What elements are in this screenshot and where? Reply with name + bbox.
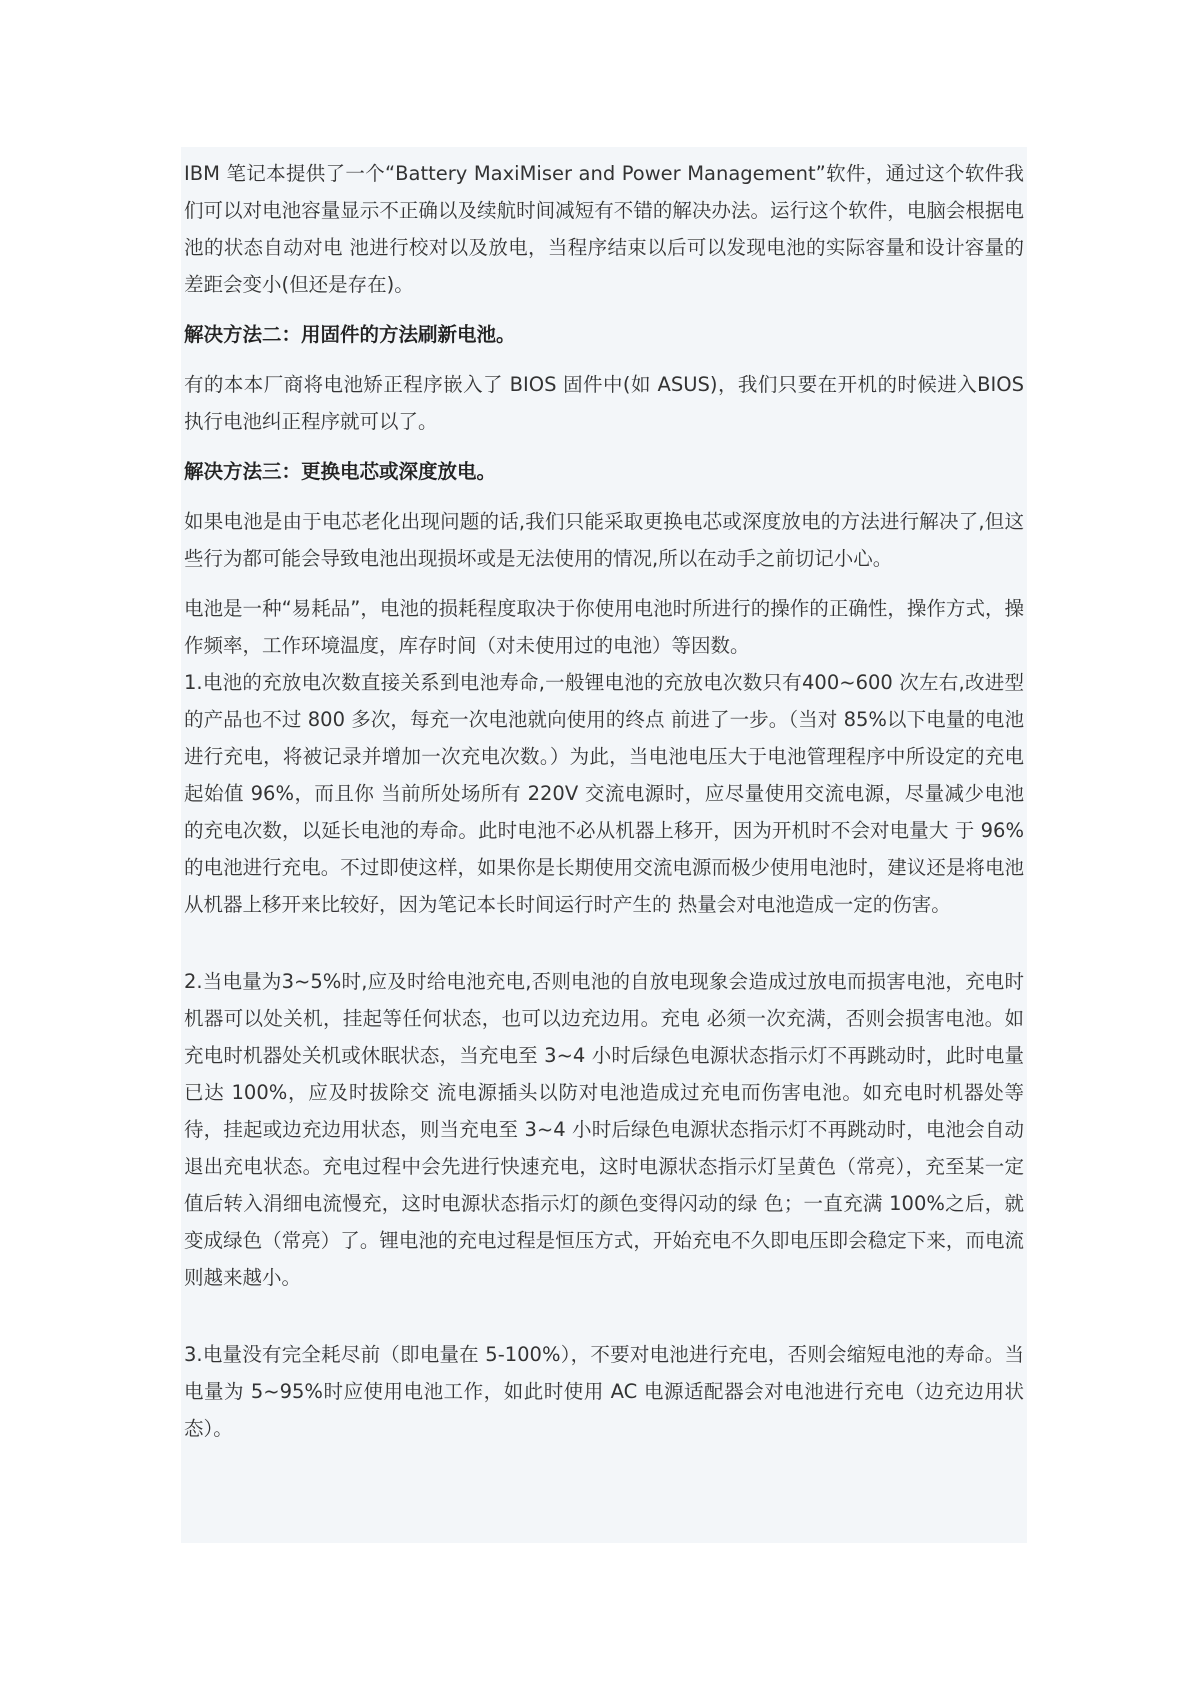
- paragraph-method-2: 有的本本厂商将电池矫正程序嵌入了 BIOS 固件中(如 ASUS)，我们只要在开机的时候进入BIOS 执行电池纠正程序就可以了。: [184, 373, 1024, 433]
- paragraph-point-2: 2.当电量为3~5%时,应及时给电池充电,否则电池的自放电现象会造成过放电而损害电池，充电时机器可以处关机，挂起等任何状态，也可以边充边用。充电 必须一次充满，否则会损害电池。如充电时机器处关机或休眠状态，当充电至 3~4 小时后绿色电源状态指示灯不再跳动时，此时电量已达 100%，应及时拔除交 流电源插头以防对电池造成过充电而伤害电池。如充电时机器处等待，挂起或边充边用状态，则当充电至 3~4 小时后绿色电源状态指示灯不再跳动时，电池会自动 退出充电状态。充电过程中会先进行快速充电，这时电源状态指示灯呈黄色（常亮），充至某一定值后转入涓细电流慢充，这时电源状态指示灯的颜色变得闪动的绿 色；一直充满 100%之后，就变成绿色（常亮）了。锂电池的充电过程是恒压方式，开始充电不久即电压即会稳定下来，而电流则越来越小。: [184, 970, 1024, 1289]
- heading-method-3: 解决方法三：更换电芯或深度放电。: [184, 460, 497, 483]
- paragraph-consumable-intro: 电池是一种“易耗品”，电池的损耗程度取决于你使用电池时所进行的操作的正确性，操作方式，操作频率，工作环境温度，库存时间（对未使用过的电池）等因数。: [184, 597, 1024, 657]
- paragraph-ibm-intro: IBM 笔记本提供了一个“Battery MaxiMiser and Power Management”软件，通过这个软件我们可以对电池容量显示不正确以及续航时间减短有不错的解决办法。运行这个软件，电脑会根据电池的状态自动对电 池进行校对以及放电，当程序结束以后可以发现电池的实际容量和设计容量的差距会变小(但还是存在)。: [184, 162, 1024, 296]
- paragraph-method-3: 如果电池是由于电芯老化出现问题的话,我们只能采取更换电芯或深度放电的方法进行解决了,但这些行为都可能会导致电池出现损坏或是无法使用的情况,所以在动手之前切记小心。: [184, 510, 1024, 570]
- article-body: [181, 147, 1027, 1543]
- heading-method-2: 解决方法二：用固件的方法刷新电池。: [184, 323, 516, 346]
- paragraph-point-3: 3.电量没有完全耗尽前（即电量在 5-100%），不要对电池进行充电，否则会缩短电池的寿命。当电量为 5~95%时应使用电池工作，如此时使用 AC 电源适配器会对电池进行充电（边充边用状态）。: [184, 1343, 1024, 1440]
- paragraph-point-1: 1.电池的充放电次数直接关系到电池寿命,一般锂电池的充放电次数只有400~600 次左右,改进型的产品也不过 800 多次，每充一次电池就向使用的终点 前进了一步。（当对 85%以下电量的电池进行充电，将被记录并增加一次充电次数。）为此，当电池电压大于电池管理程序中所设定的充电起始值 96%，而且你 当前所处场所有 220V 交流电源时，应尽量使用交流电源，尽量减少电池的充电次数，以延长电池的寿命。此时电池不必从机器上移开，因为开机时不会对电量大 于 96%的电池进行充电。不过即使这样，如果你是长期使用交流电源而极少使用电池时，建议还是将电池从机器上移开来比较好，因为笔记本长时间运行时产生的 热量会对电池造成一定的伤害。: [184, 671, 1024, 916]
